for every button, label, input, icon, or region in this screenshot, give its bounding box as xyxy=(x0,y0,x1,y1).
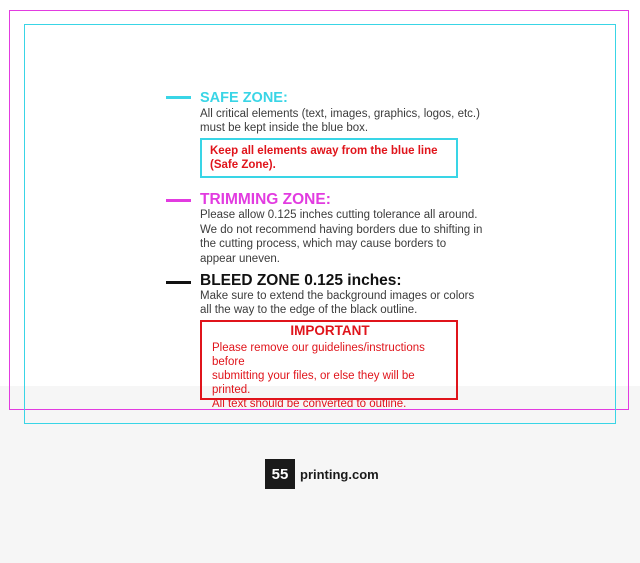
bleed-zone-title: BLEED ZONE 0.125 inches: xyxy=(200,272,402,289)
bleed-zone-legend-line xyxy=(166,281,191,284)
safe-zone-legend-line xyxy=(166,96,191,99)
important-line: All text should be converted to outline. xyxy=(212,398,407,410)
bleed-zone-line: Make sure to extend the background images or colors xyxy=(200,290,475,302)
bleed-zone-line: all the way to the edge of the black outline. xyxy=(200,304,418,316)
important-notice-box xyxy=(200,320,458,410)
important-title: IMPORTANT xyxy=(290,323,370,338)
trimming-zone-title: TRIMMING ZONE: xyxy=(200,191,331,208)
trimming-zone-legend-line xyxy=(166,199,191,202)
bleed-zone-description xyxy=(200,289,475,317)
trimming-zone-description xyxy=(200,208,485,266)
trimming-zone-line: appear uneven. xyxy=(200,252,280,265)
safe-zone-note-line: (Safe Zone). xyxy=(210,159,276,171)
important-line: Please remove our guidelines/instructions before xyxy=(212,342,425,368)
safe-zone-description-line: must be kept inside the blue box. xyxy=(200,122,369,134)
safe-zone-description-line: All critical elements (text, images, graphics, logos, etc.) xyxy=(200,108,480,120)
trimming-zone-line: We do not recommend having borders due to shifting in xyxy=(200,223,483,236)
trimming-zone-line: the cutting process, which may cause borders to xyxy=(200,238,447,250)
safe-zone-title: SAFE ZONE: xyxy=(200,90,288,106)
trimming-zone-line: Please allow 0.125 inches cutting tolerance all around. xyxy=(200,209,478,221)
brand-logo xyxy=(265,459,379,489)
safe-zone-note-line: Keep all elements away from the blue line xyxy=(210,145,438,157)
safe-zone-description xyxy=(200,107,480,135)
important-line: submitting your files, or else they will be printed. xyxy=(212,370,415,396)
logo-mark: 55 xyxy=(265,459,295,489)
logo-text: printing.com xyxy=(300,466,379,482)
safe-zone-note-box xyxy=(200,138,458,178)
